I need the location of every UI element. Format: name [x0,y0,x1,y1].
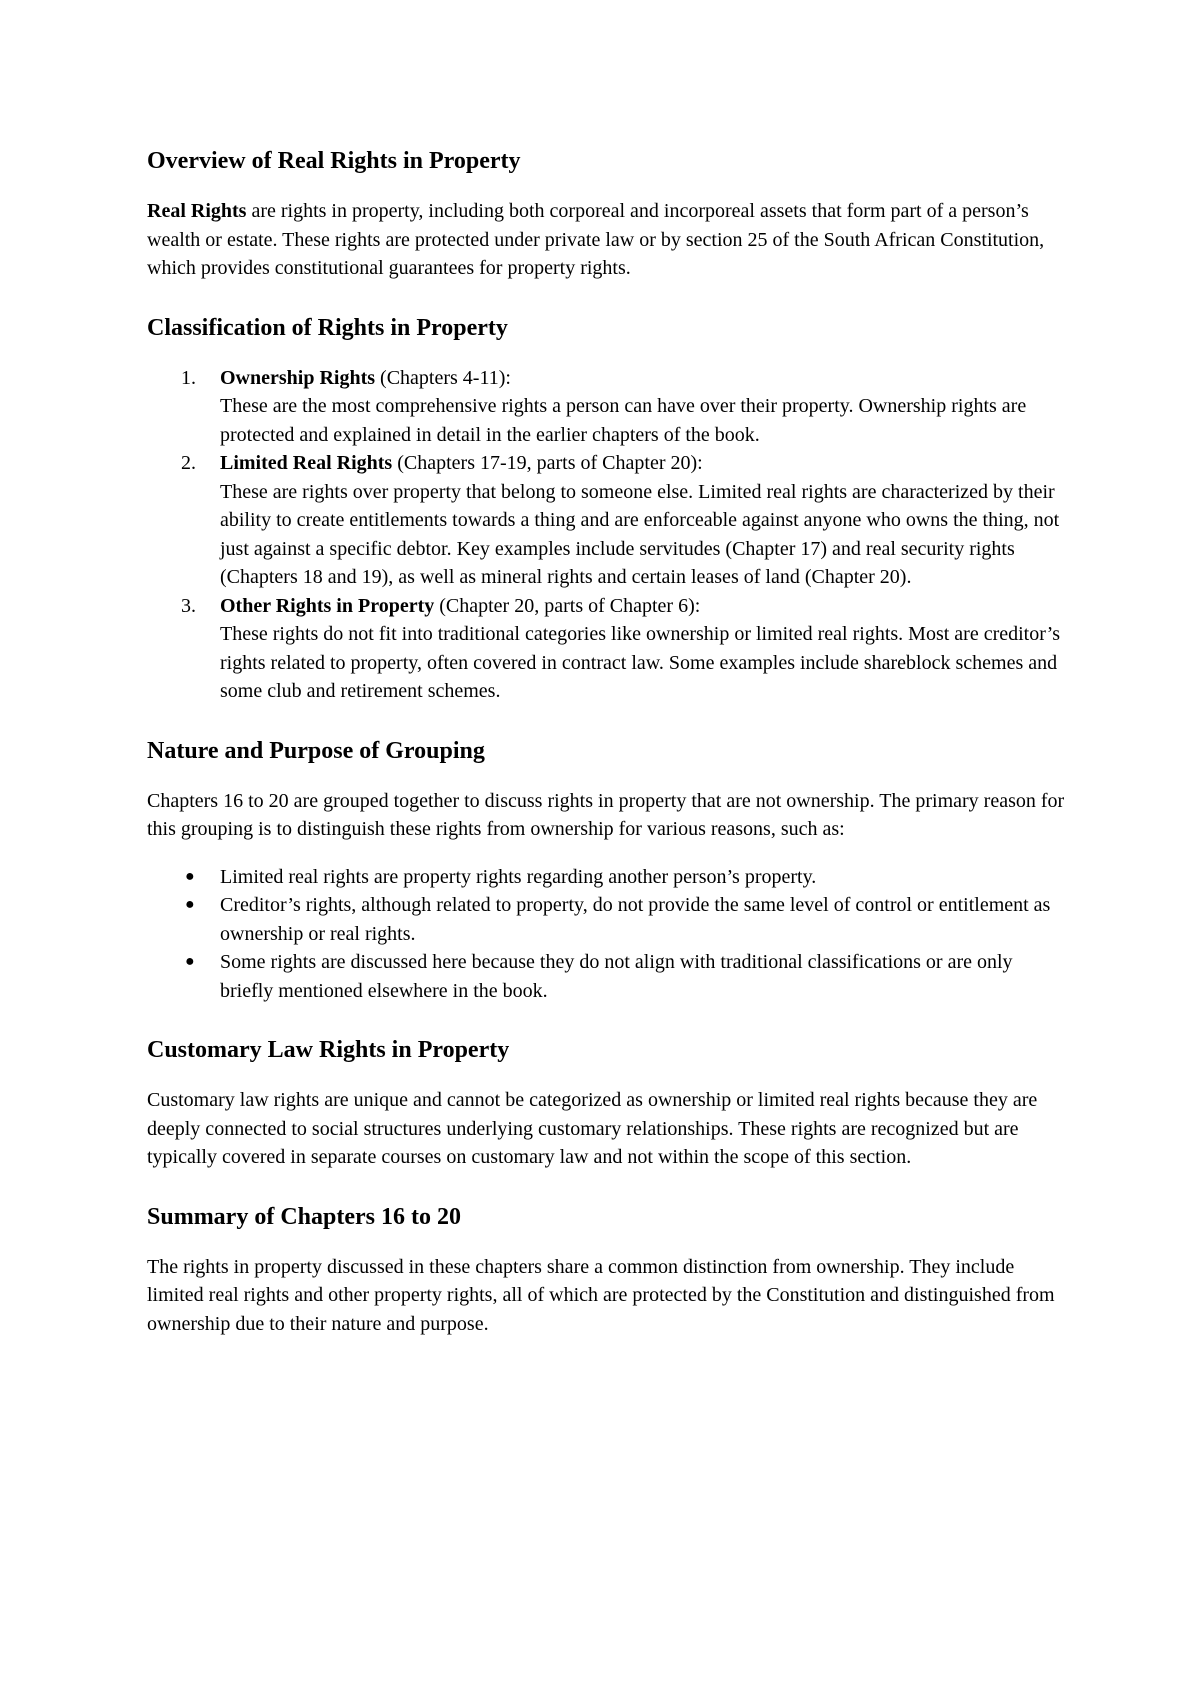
bullet-item [147,863,1067,892]
list-item-title: Ownership Rights [220,366,376,389]
list-item-title: Limited Real Rights [220,452,393,474]
grouping-paragraph: Chapters 16 to 20 are grouped together to discuss rights in property that are not ownership. The primary reason for this grouping is to distinguish these rights from ownership for various reasons, such as: [147,789,1065,840]
grouping-bullet-list [147,863,1067,1006]
bullet-item [147,891,1067,948]
list-item-desc: These are rights over property that belong to someone else. Limited real rights are characterized by their ability to create entitlements towards a thing and are enforceable against anyone who owns the thing, not just against a specific debtor. Key examples include servitudes (Chapter 17) and real security rights (Chapters 18 and 19), as well as mineral rights and certain leases of land (Chapter 20). [220,480,1060,588]
bullet-text: Some rights are discussed here because they do not align with traditional classifications or are only briefly mentioned elsewhere in the book. [220,951,1013,1002]
list-item-desc: These rights do not fit into traditional categories like ownership or limited real rights. Most are creditor’s rights related to property, often covered in contract law. Some examples include shareblock schemes and some club and retirement schemes. [220,623,1060,702]
bullet-icon: ● [185,867,195,885]
list-item-desc: These are the most comprehensive rights a person can have over their property. Ownership rights are protected and explained in detail in the earlier chapters of the book. [220,395,1027,446]
list-item-ref: (Chapter 20, parts of Chapter 6): [434,594,701,617]
overview-text: are rights in property, including both corporeal and incorporeal assets that form part of a person’s wealth or estate. These rights are protected under private law or by section 25 of the South African Constitution, which provides constitutional guarantees for property rights. [147,200,1045,279]
list-item-ref: (Chapters 17-19, parts of Chapter 20): [392,452,703,474]
overview-paragraph [147,197,1067,283]
section-heading-grouping: Nature and Purpose of Grouping [147,737,485,764]
summary-paragraph: The rights in property discussed in these chapters share a common distinction from ownership. They include limited real rights and other property rights, all of which are protected by the Constitution and distinguished from ownership due to their nature and purpose. [147,1255,1055,1335]
list-number: 2. [181,452,196,474]
section-heading-customary: Customary Law Rights in Property [147,1037,510,1063]
bullet-icon: ● [185,953,195,970]
classification-list [147,364,1067,706]
section-heading-overview: Overview of Real Rights in Property [147,148,521,174]
section-heading-summary: Summary of Chapters 16 to 20 [147,1203,461,1230]
list-item [147,364,1067,450]
list-item [147,592,1067,706]
section-heading-classification: Classification of Rights in Property [147,314,508,341]
bullet-text: Limited real rights are property rights regarding another person’s property. [220,865,817,888]
list-item-ref: (Chapters 4-11): [375,366,511,389]
document-body [147,144,1067,1338]
bullet-icon: ● [185,896,195,913]
list-number: 1. [181,366,196,389]
bullet-item [147,948,1067,1005]
bullet-text: Creditor’s rights, although related to property, do not provide the same level of control or entitlement as ownership or real rights. [220,894,1051,945]
list-item-title: Other Rights in Property [220,594,435,617]
list-number: 3. [181,594,196,617]
real-rights-term: Real Rights [147,200,247,222]
customary-paragraph: Customary law rights are unique and cannot be categorized as ownership or limited real rights because they are deeply connected to social structures underlying customary relationships. These rights are recognized but are typically covered in separate courses on customary law and not within the scope of this section. [147,1089,1038,1168]
list-item [147,449,1067,592]
